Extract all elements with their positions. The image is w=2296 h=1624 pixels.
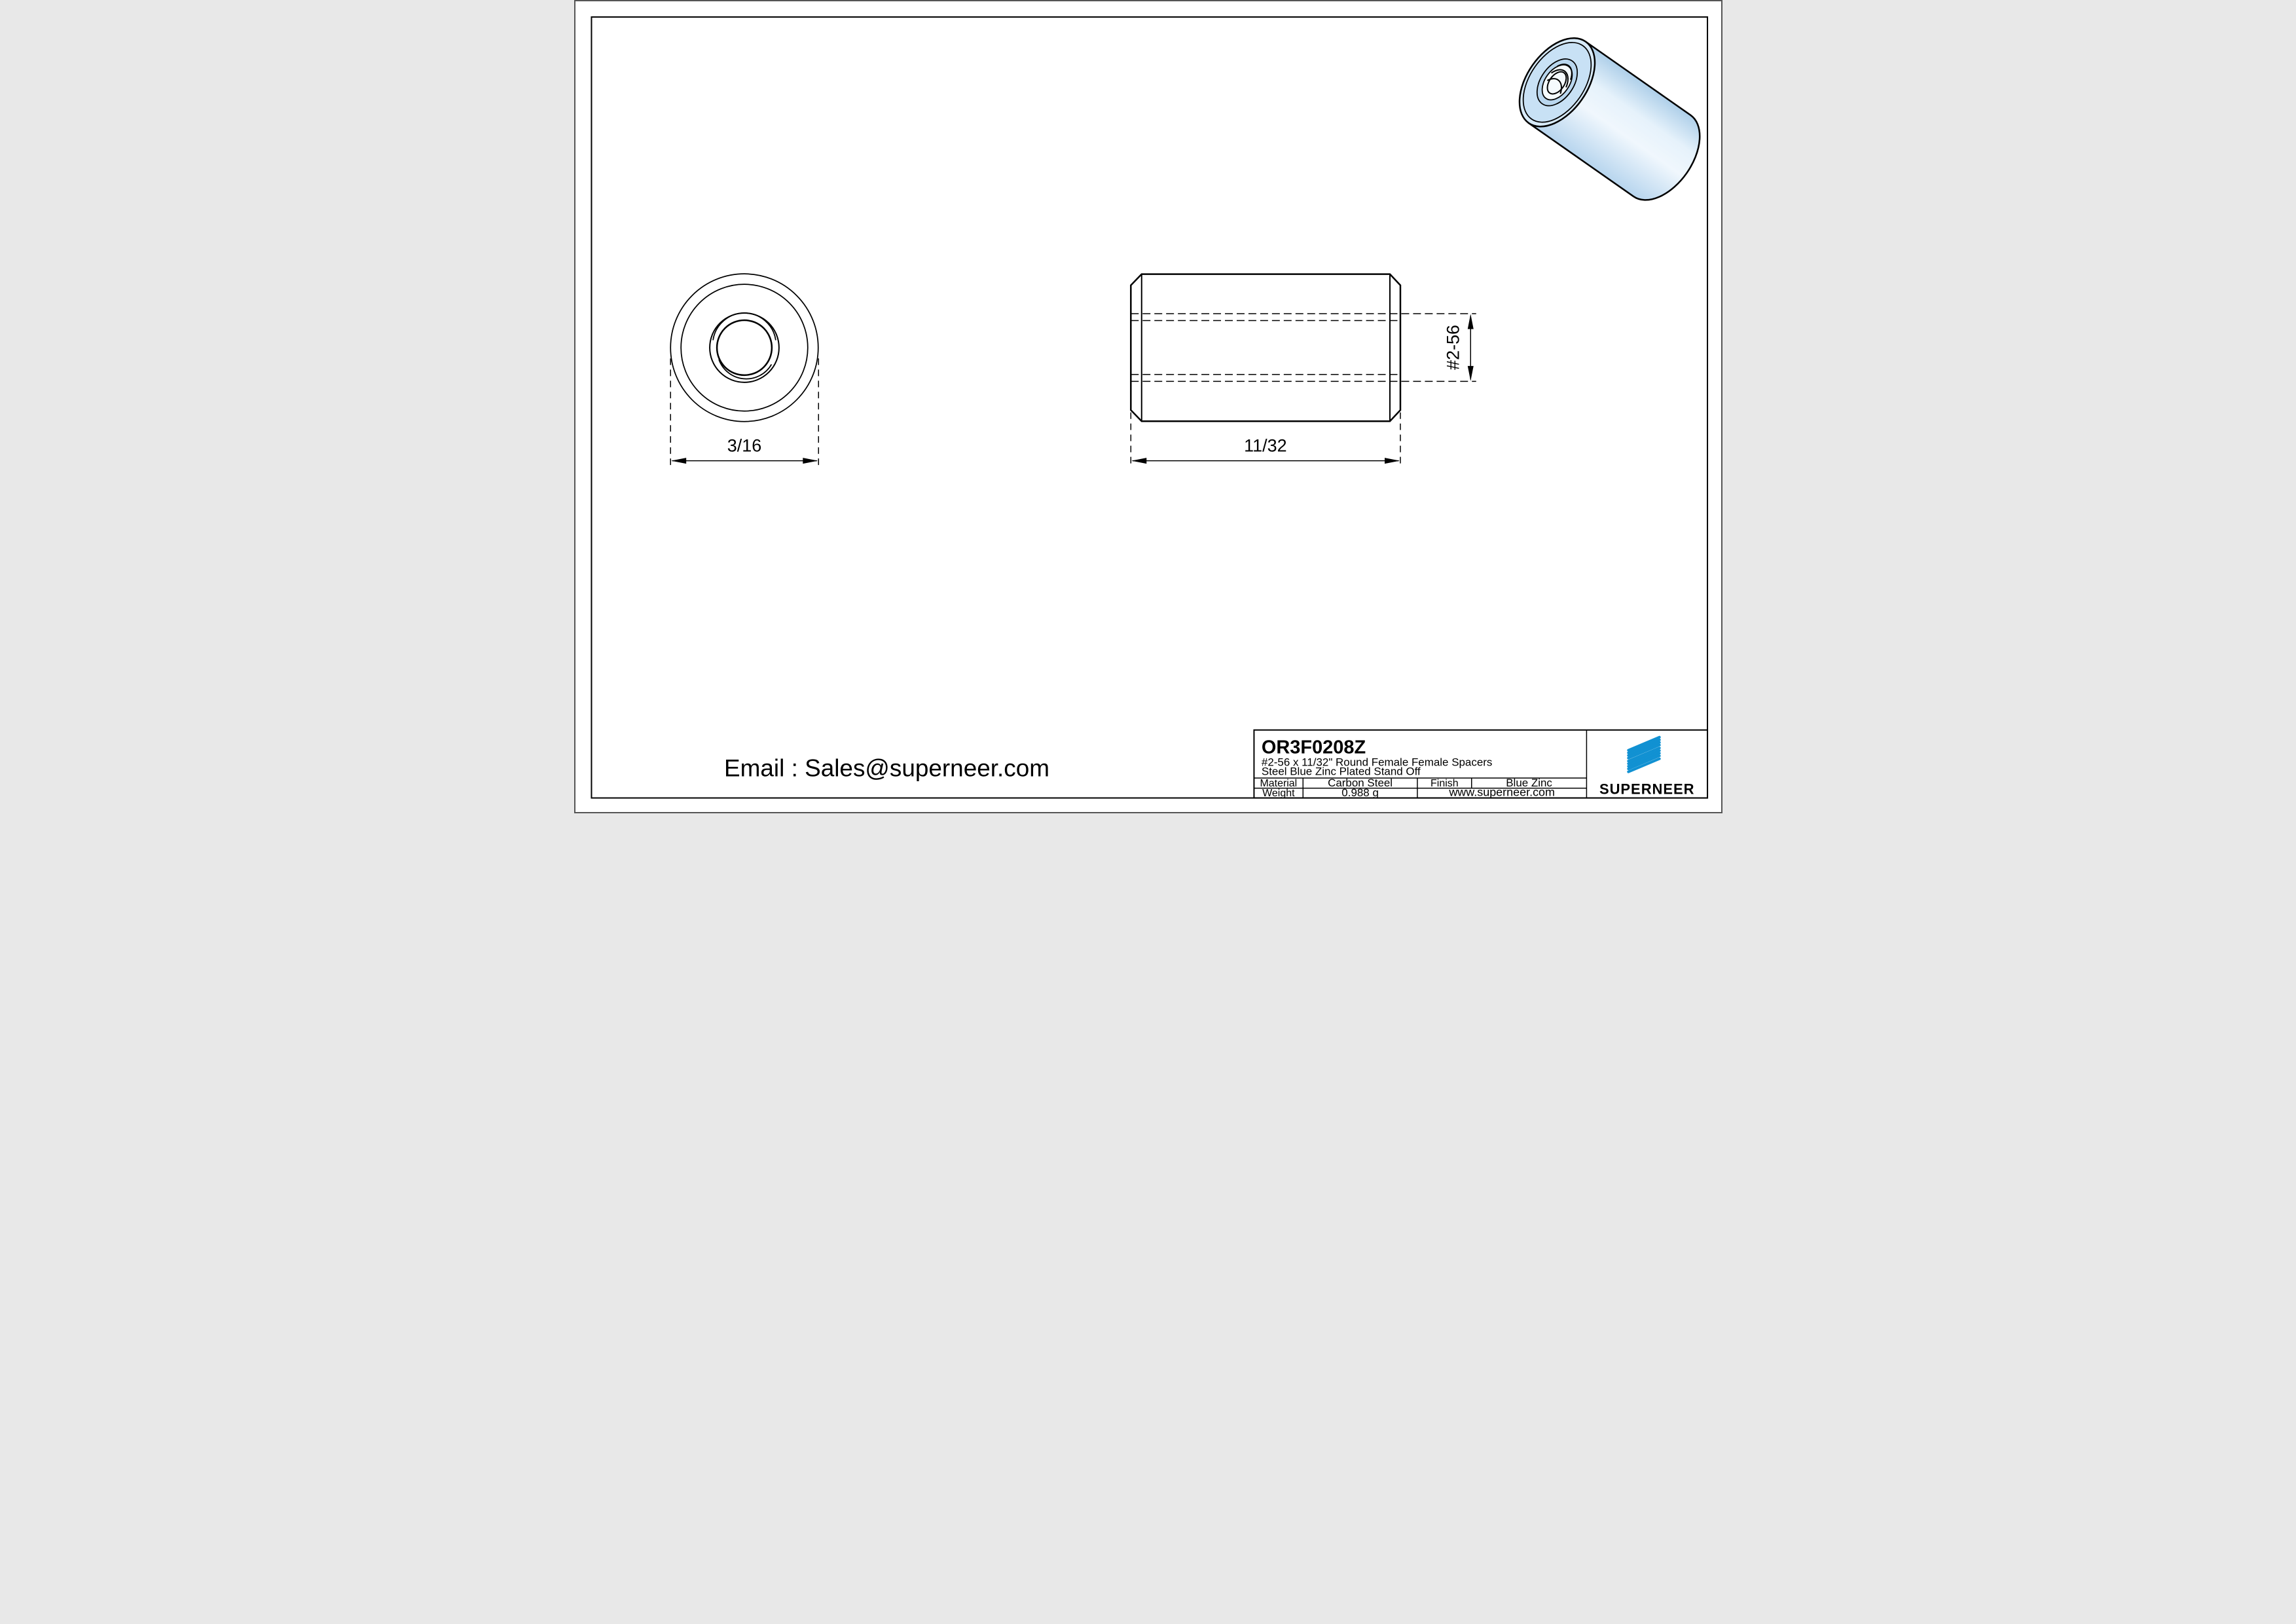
material-label: Material	[1259, 778, 1297, 790]
finish-label: Finish	[1430, 778, 1459, 790]
iso-view	[1504, 24, 1715, 213]
finish-value: Blue Zinc	[1505, 777, 1552, 790]
arrow-up-icon	[1467, 314, 1473, 329]
bore-circle	[717, 320, 772, 375]
drawing-canvas	[575, 1, 1721, 812]
thread-dimension-label: #2-56	[1442, 324, 1463, 370]
weight-value: 0.988 g	[1341, 786, 1379, 800]
title-block	[1254, 730, 1707, 799]
page-frame	[591, 17, 1707, 798]
weight-label: Weight	[1262, 788, 1295, 800]
outer-diameter-circle	[670, 274, 818, 422]
diameter-dimension-label: 3/16	[727, 435, 761, 456]
arrow-down-icon	[1467, 366, 1473, 381]
arrow-left-icon	[671, 458, 686, 464]
thread-spiral-arc-top	[713, 313, 776, 340]
brand-name: SUPERNEER	[1599, 781, 1694, 798]
description-line-1: #2-56 x 11/32" Round Female Female Spacers	[1261, 756, 1492, 769]
description-line-2: Steel Blue Zinc Plated Stand Off	[1261, 765, 1421, 778]
material-value: Carbon Steel	[1327, 777, 1393, 790]
side-view	[1131, 274, 1476, 467]
email-text: Email : Sales@superneer.com	[723, 754, 1049, 782]
length-dimension-label: 11/32	[1243, 435, 1287, 456]
part-number: OR3F0208Z	[1261, 737, 1366, 758]
front-view	[670, 274, 818, 466]
chamfer-circle	[681, 284, 808, 411]
brand-logo-icon	[1628, 737, 1659, 772]
arrow-right-icon	[803, 458, 818, 464]
arrow-right-icon	[1385, 458, 1400, 464]
arrow-left-icon	[1131, 458, 1146, 464]
website-link[interactable]: www.superneer.com	[1448, 785, 1555, 799]
drawing-sheet	[574, 0, 1722, 813]
body-outline	[1131, 274, 1400, 422]
